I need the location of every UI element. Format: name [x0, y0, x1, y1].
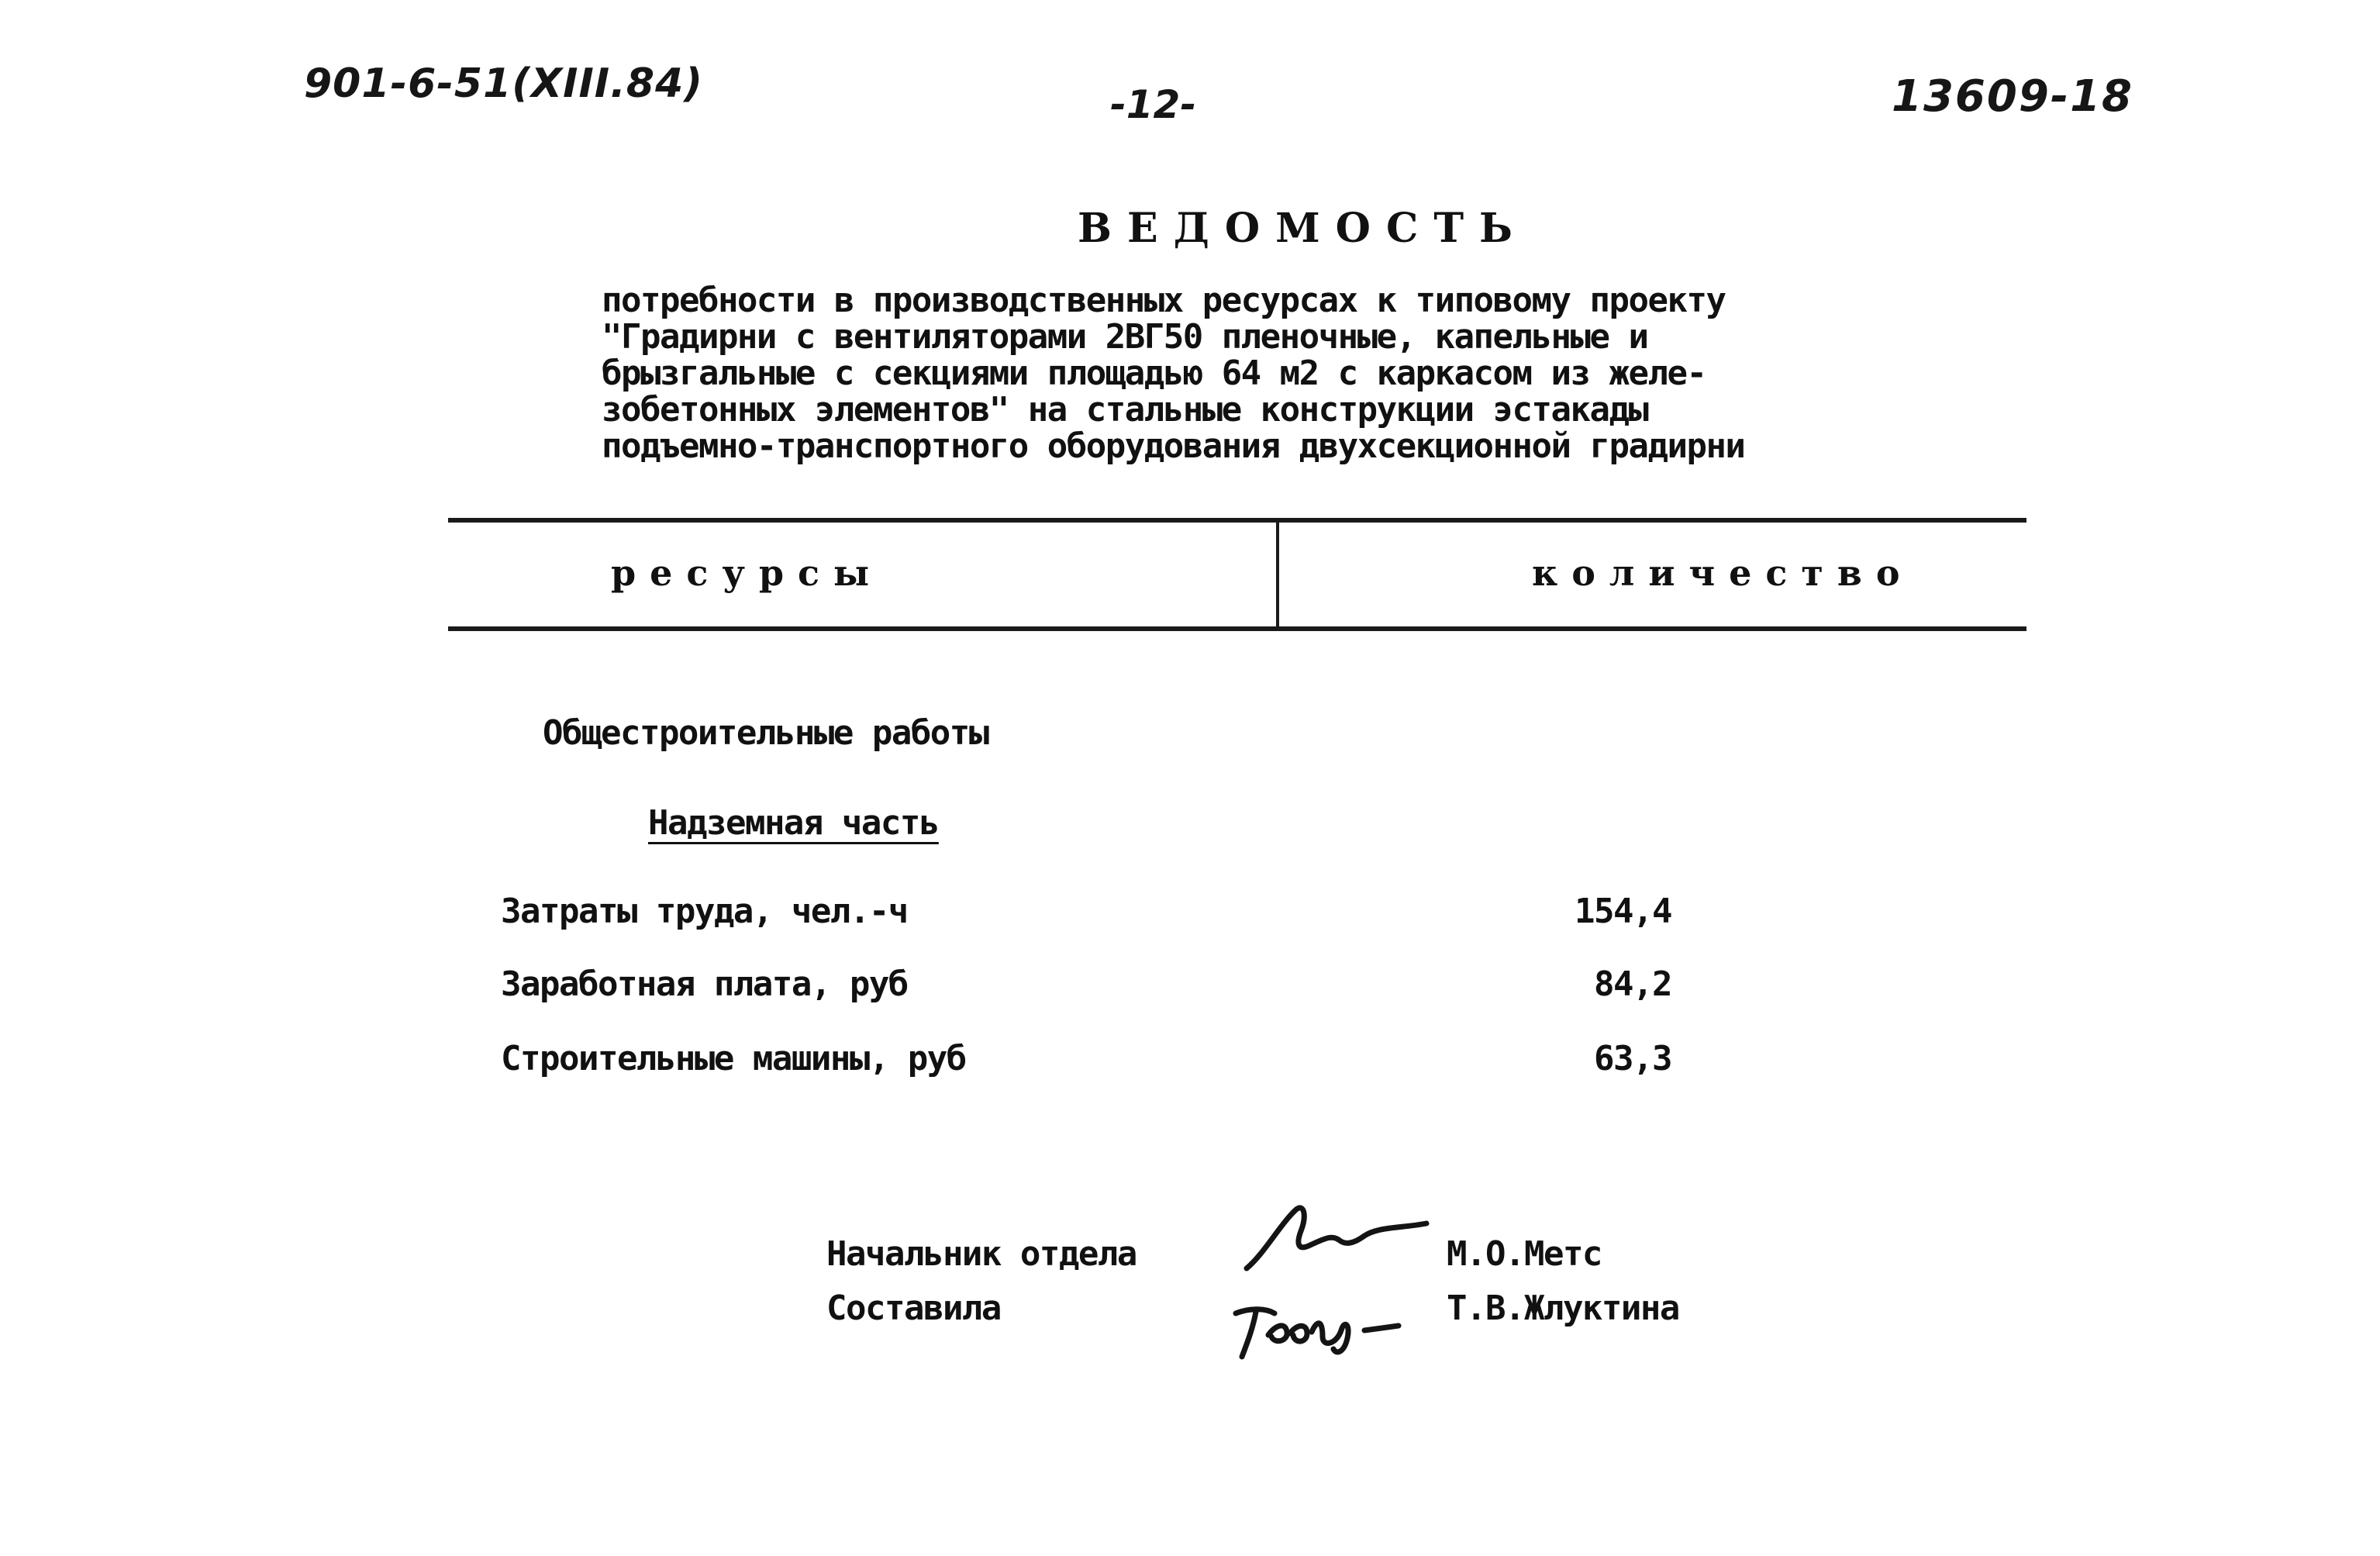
handwritten-signature [1233, 1200, 1434, 1285]
table-column-divider [1276, 521, 1279, 628]
document-subtitle [602, 282, 1920, 464]
section-title: Общестроительные работы [543, 713, 988, 753]
subtitle-line: "Градирни с вентиляторами 2ВГ50 пленочные, капельные и [602, 317, 1648, 357]
table-header-quantity: количество [1532, 552, 1914, 594]
signature-role: Составила [826, 1289, 1001, 1328]
subtitle-line: подъемно-транспортного оборудования двухсекционной градирни [602, 426, 1745, 466]
subsection-title: Надземная часть [648, 803, 939, 843]
signature-name: М.О.Метс [1447, 1234, 1602, 1274]
table-header-resources: ресурсы [611, 552, 884, 594]
table-row-label: Строительные машины, руб [501, 1039, 966, 1078]
signature-name: Т.В.Жлуктина [1447, 1289, 1679, 1328]
document-code-left: 901-6-51(XIII.84) [304, 60, 704, 107]
document-code-right: 13609-18 [1892, 71, 2133, 122]
page-number: -12- [1110, 82, 1197, 127]
subtitle-line: брызгальные с секциями площадью 64 м2 с каркасом из желе- [602, 354, 1706, 393]
table-row-value: 63,3 [1594, 1039, 1671, 1078]
signature-role: Начальник отдела [826, 1234, 1137, 1274]
handwritten-signature [1220, 1290, 1414, 1368]
table-row-label: Затраты труда, чел.-ч [501, 892, 908, 931]
table-row-value: 84,2 [1594, 964, 1671, 1004]
table-header-bottom-rule [448, 626, 2026, 631]
table-row-value: 154,4 [1575, 892, 1671, 931]
subtitle-line: потребности в производственных ресурсах к типовому проекту [602, 281, 1726, 320]
document-title: ВЕДОМОСТЬ [1078, 205, 1528, 252]
table-top-rule [448, 518, 2026, 523]
subtitle-line: зобетонных элементов" на стальные конструкции эстакады [602, 390, 1648, 430]
table-row-label: Заработная плата, руб [501, 964, 908, 1004]
